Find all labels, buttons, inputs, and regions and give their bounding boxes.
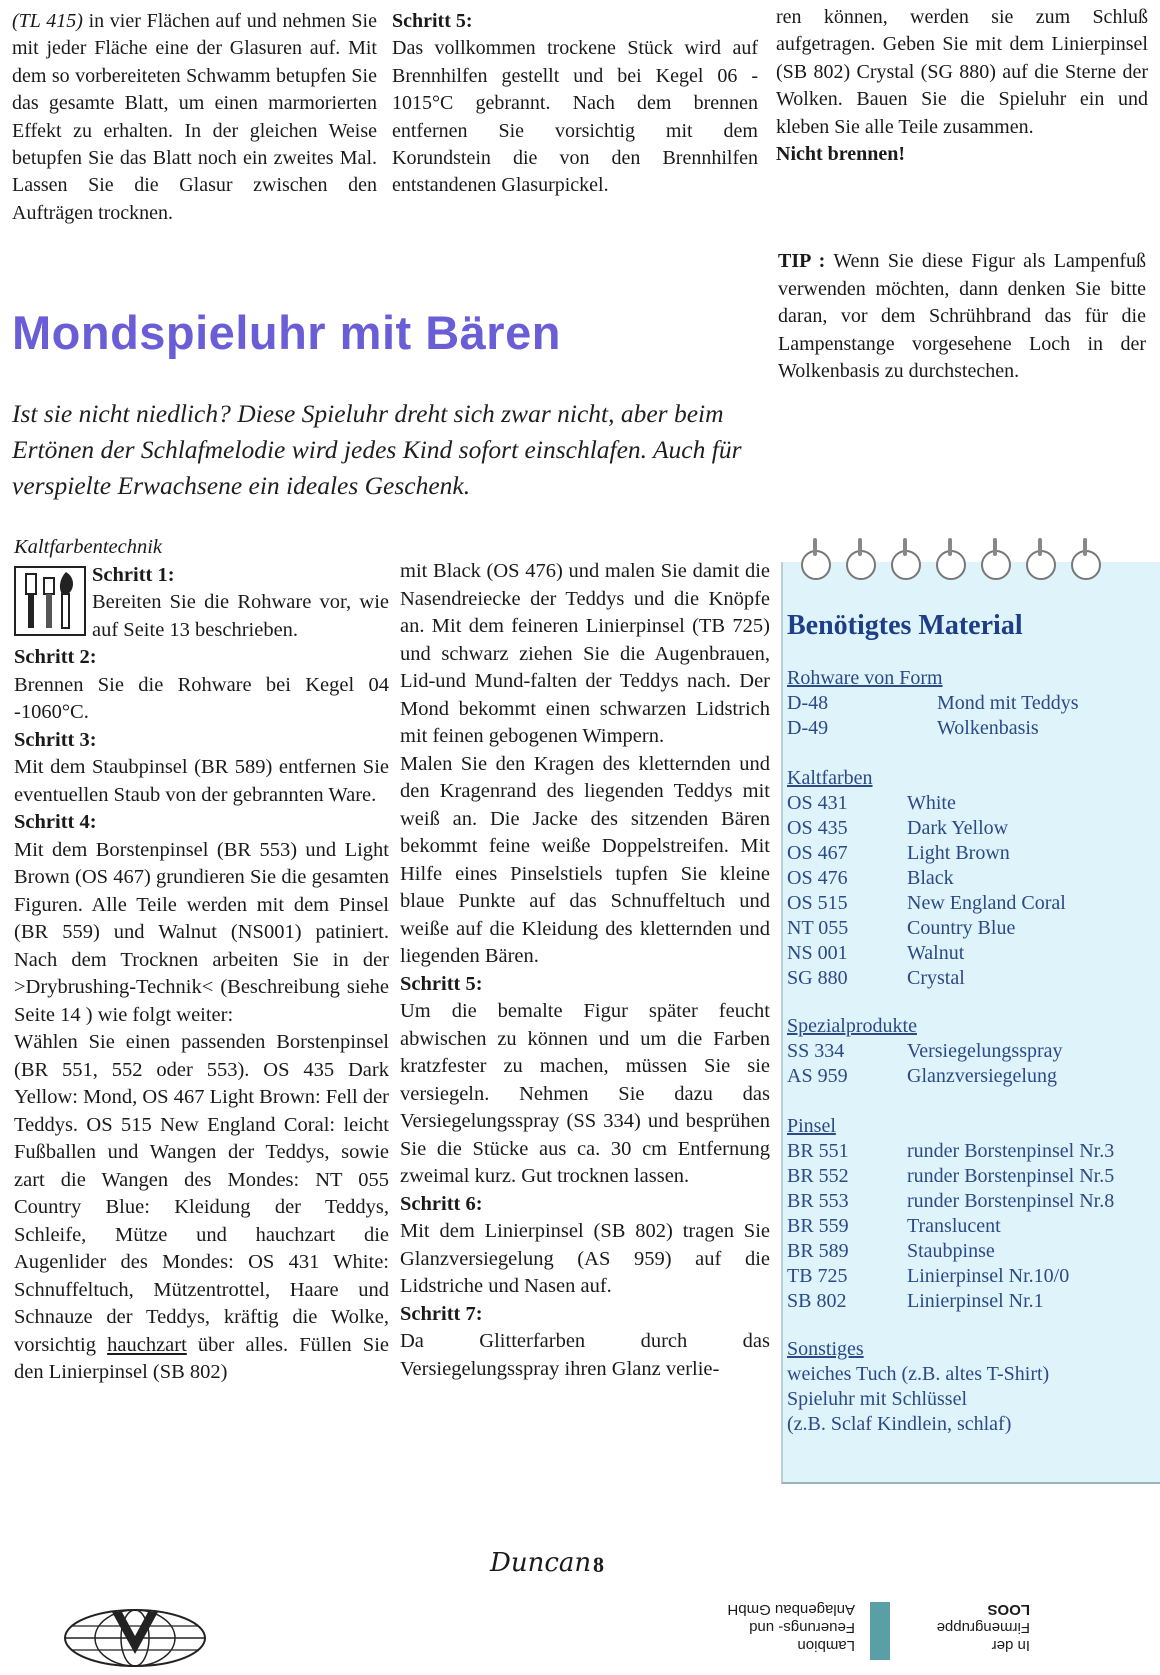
item-name: runder Borstenpinsel Nr.5: [907, 1165, 1115, 1187]
step-3-text: Mit dem Staubpinsel (BR 589) entfernen Sie eventuellen Staub von der gebrannten Ware.: [14, 756, 389, 806]
company-line: Anlagenbau GmbH: [727, 1601, 855, 1618]
company-footer: [700, 1590, 1040, 1660]
paint-text-b: Malen Sie den Kragen des kletternden und den Kragenrand des liegenden Teddys mit weiß an. Die Jacke des sitzenden Bären bekommt feine weiße Doppelstreifen. Mit Hilfe eines Pinselstiels tupfen Sie kleine blaue Punkte auf das Schnuffeltuch und weiße auf die Kleidung des kletternden und liegenden Bären.: [400, 752, 770, 967]
list-item: weiches Tuch (z.B. altes T-Shirt): [787, 1363, 1050, 1385]
notepad-rings: [783, 544, 1160, 584]
item-code: BR 552: [787, 1165, 849, 1187]
item-code: D-49: [787, 717, 829, 739]
item-name: Crystal: [907, 967, 965, 989]
company-line: In der: [991, 1637, 1030, 1654]
item-name: Walnut: [907, 942, 965, 964]
page-title: Mondspieluhr mit Bären: [12, 306, 561, 359]
top-left-paragraph: [12, 8, 377, 227]
list-item: [787, 1289, 1157, 1314]
item-name: Country Blue: [907, 917, 1016, 939]
list-item: [787, 966, 1157, 991]
company-line: Lambion: [797, 1637, 855, 1654]
paint-text-a: mit Black (OS 476) und malen Sie damit die Nasendreiecke der Teddys und die Knöpfe an. Mit dem feineren Linierpinsel (TB 725) und schwarz ziehen Sie die Augenbrauen, Lid-und Mund-falten der Teddys nach. Der Mond bekommt einen schwarzen Lidstrich mit feinen gebogenen Wimpern.: [400, 560, 770, 747]
item-name: Black: [907, 867, 954, 889]
underlined-word: hauchzart: [107, 1333, 187, 1356]
item-code: TB 725: [787, 1265, 848, 1287]
step-heading: Schritt 5:: [392, 10, 473, 32]
step-4-text-c: über alles. Füllen Sie den Linierpinsel (SB 802): [14, 1333, 389, 1383]
intro-text: Ist sie nicht niedlich? Diese Spieluhr dreht sich zwar nicht, aber beim Ertönen der Schlafmelodie wird jedes Kind sofort einschlafen. Auch für verspielte Erwachsene ein ideales Geschenk.: [12, 399, 742, 500]
notepad-ring-icon: [801, 550, 831, 580]
item-code: SG 880: [787, 967, 848, 989]
list-item: [787, 891, 1157, 916]
material-title: Benötigtes Material: [787, 610, 1023, 641]
step-text: Das vollkommen trockene Stück wird auf Brennhilfen gestellt und bei Kegel 06 - 1015°C gebrannt. Nach dem brennen entfernen Sie vorsichtig mit dem Korundstein die von den Brennhilfen entstandenen Glasurpickel.: [392, 37, 758, 197]
item-name: Translucent: [907, 1215, 1001, 1237]
notepad-ring-icon: [1026, 550, 1056, 580]
tip-label: TIP :: [778, 250, 826, 272]
page-number: 8: [593, 1552, 604, 1577]
step-1-text: Bereiten Sie die Rohware vor, wie auf Seite 13 beschrieben.: [92, 591, 389, 641]
technique-label: Kaltfarbentechnik: [14, 536, 163, 558]
item-name: Versiegelungsspray: [907, 1040, 1063, 1062]
item-name: New England Coral: [907, 892, 1066, 914]
step-7-text: Da Glitterfarben durch das Versiegelungsspray ihren Glanz verlie-: [400, 1330, 770, 1380]
item-code: BR 551: [787, 1140, 849, 1162]
step-4-text-b-main: Wählen Sie einen passenden Borstenpinsel (BR 551, 552 oder 553). OS 435 Dark Yellow: Mond, OS 467 Light Brown: Fell der Teddys. OS 515 New England Coral: leicht Fußballen und Wangen der Teddys, sowie zart die Wangen des Mondes: NT 055 Country Blue: Kleidung der Teddys, Schleife, Mütze und hauchzart die Augenlider des Mondes: OS 431 White: Schnuffeltuch, Mützentrottel, Haare und Schnauze der Teddys, kräftig die Wolke, vorsichtig: [14, 1031, 389, 1356]
item-code: SB 802: [787, 1290, 847, 1312]
step-4-text-b: [14, 1029, 389, 1387]
item-name: runder Borstenpinsel Nr.8: [907, 1190, 1115, 1212]
section-kaltfarben: [787, 766, 1157, 991]
section-heading: Rohware von Form: [787, 667, 943, 689]
list-item: [787, 1064, 1157, 1089]
section-rohware: [787, 666, 1157, 741]
list-item: [787, 941, 1157, 966]
item-name: Glanzversiegelung: [907, 1065, 1057, 1087]
item-code: OS 467: [787, 842, 848, 864]
tip-text: Wenn Sie diese Figur als Lampenfuß verwenden möchten, dann denken Sie bitte daran, vor dem Schrühbrand das für die Lampenstange vorgesehene Loch in der Wolkenbasis zu durchstechen.: [778, 250, 1146, 383]
list-item: [787, 791, 1157, 816]
item-name: Wolkenbasis: [937, 717, 1039, 739]
item-code: OS 435: [787, 817, 848, 839]
step-3-heading: Schritt 3:: [14, 728, 97, 751]
item-name: Mond mit Teddys: [937, 692, 1079, 714]
material-notepad: [781, 562, 1160, 1484]
globe-logo-icon: [60, 1590, 210, 1675]
item-code: NS 001: [787, 942, 848, 964]
list-item: Spieluhr mit Schlüssel: [787, 1388, 967, 1410]
notepad-ring-icon: [846, 550, 876, 580]
company-line: LOOS: [987, 1601, 1030, 1618]
top-right-text: ren können, werden sie zum Schluß aufgetragen. Geben Sie mit dem Linierpinsel (SB 802) Crystal (SG 880) auf die Sterne der Wolken. Bauen Sie die Spieluhr ein und kleben Sie alle Teile zusammen.: [776, 6, 1148, 138]
section-heading: Pinsel: [787, 1115, 836, 1137]
notepad-ring-icon: [1071, 550, 1101, 580]
lower-left-column: [14, 536, 389, 1387]
company-line: Firmengruppe: [936, 1619, 1030, 1636]
list-item: [787, 916, 1157, 941]
list-item: [787, 716, 1157, 741]
section-heading: Spezialprodukte: [787, 1015, 917, 1037]
list-item: [787, 1164, 1157, 1189]
item-name: Linierpinsel Nr.10/0: [907, 1265, 1070, 1287]
list-item: [787, 691, 1157, 716]
top-left-column: [12, 8, 377, 227]
list-item: [787, 866, 1157, 891]
item-name: runder Borstenpinsel Nr.3: [907, 1140, 1115, 1162]
item-name: Staubpinse: [907, 1240, 995, 1262]
item-code: AS 959: [787, 1065, 848, 1087]
list-item: [787, 816, 1157, 841]
item-name: Dark Yellow: [907, 817, 1009, 839]
list-item: [787, 1039, 1157, 1064]
list-item: (z.B. Sclaf Kindlein, schlaf): [787, 1413, 1012, 1435]
item-code: SS 334: [787, 1040, 845, 1062]
list-item: [787, 1189, 1157, 1214]
step-2-text: Brennen Sie die Rohware bei Kegel 04 -1060°C.: [14, 673, 389, 723]
company-name-text: [705, 1600, 855, 1654]
section-heading: Kaltfarben: [787, 767, 873, 789]
top-right-column: [776, 4, 1148, 168]
step-4-text-a: Mit dem Borstenpinsel (BR 553) und Light Brown (OS 467) grundieren Sie die gesamten Figuren. Alle Teile werden mit dem Pinsel (BR 559) und Walnut (NS001) patiniert. Nach dem Trocknen arbeiten Sie in der >Drybrushing-Technik< (Beschreibung siehe Seite 14 ) wie folgt weiter:: [14, 838, 389, 1026]
item-name: Linierpinsel Nr.1: [907, 1290, 1044, 1312]
lower-middle-column: [400, 558, 770, 1383]
section-spezial: [787, 1014, 1157, 1089]
list-item: [787, 1264, 1157, 1289]
footer-bar: [870, 1602, 890, 1660]
step-5-text: Um die bemalte Figur später feucht abwischen zu können und um die Farben kratzfester zu machen, müssen Sie sie versiegeln. Nehmen Sie dazu das Versiegelungsspray (SS 334) und besprühen Sie die Stücke aus ca. 30 cm Entfernung zweimal kurz. Gut trocknen lassen.: [400, 1000, 770, 1187]
item-code: OS 476: [787, 867, 848, 889]
notepad-ring-icon: [981, 550, 1011, 580]
item-code: BR 589: [787, 1240, 849, 1262]
list-item: [787, 1239, 1157, 1264]
top-left-text: in vier Flächen auf und nehmen Sie mit jeder Fläche eine der Glasuren auf. Mit dem so vorbereiteten Schwamm betupfen Sie das gesamte Blatt, um einen marmorierten Effekt zu erhalten. In der gleichen Weise betupfen Sie das Blatt noch ein zweites Mal. Lassen Sie die Glasur zwischen den Aufträgen trocknen.: [12, 10, 377, 224]
list-item: [787, 1139, 1157, 1164]
notepad-ring-icon: [891, 550, 921, 580]
step-6-text: Mit dem Linierpinsel (SB 802) tragen Sie Glanzversiegelung (AS 959) auf die Lidstriche und Nasen auf.: [400, 1220, 770, 1297]
step-1-heading: Schritt 1:: [92, 563, 175, 586]
step-5-heading: Schritt 5:: [400, 972, 483, 995]
item-code: OS 431: [787, 792, 848, 814]
item-name: Light Brown: [907, 842, 1010, 864]
item-name: White: [907, 792, 956, 814]
step-4-heading: Schritt 4:: [14, 811, 97, 833]
brand-logo: Duncan: [490, 1548, 592, 1578]
step-2-heading: Schritt 2:: [14, 646, 97, 668]
warning-text: Nicht brennen!: [776, 143, 906, 166]
item-code: OS 515: [787, 892, 848, 914]
list-item: [787, 1214, 1157, 1239]
section-sonstiges: [787, 1337, 1157, 1437]
tip-block: [778, 248, 1146, 386]
notepad-ring-icon: [936, 550, 966, 580]
company-line: Feuerungs- und: [749, 1619, 855, 1636]
section-pinsel: [787, 1114, 1157, 1314]
list-item: [787, 841, 1157, 866]
top-middle-column: [392, 8, 758, 200]
paint-brush-icon: [14, 566, 86, 636]
item-code: NT 055: [787, 917, 849, 939]
item-code: BR 559: [787, 1215, 849, 1237]
section-heading: Sonstiges: [787, 1338, 864, 1360]
company-group-text: [900, 1600, 1030, 1654]
reference-code: (TL 415): [12, 10, 83, 32]
step-6-heading: Schritt 6:: [400, 1192, 483, 1215]
item-code: D-48: [787, 692, 829, 714]
step-7-heading: Schritt 7:: [400, 1302, 483, 1325]
item-code: BR 553: [787, 1190, 849, 1212]
